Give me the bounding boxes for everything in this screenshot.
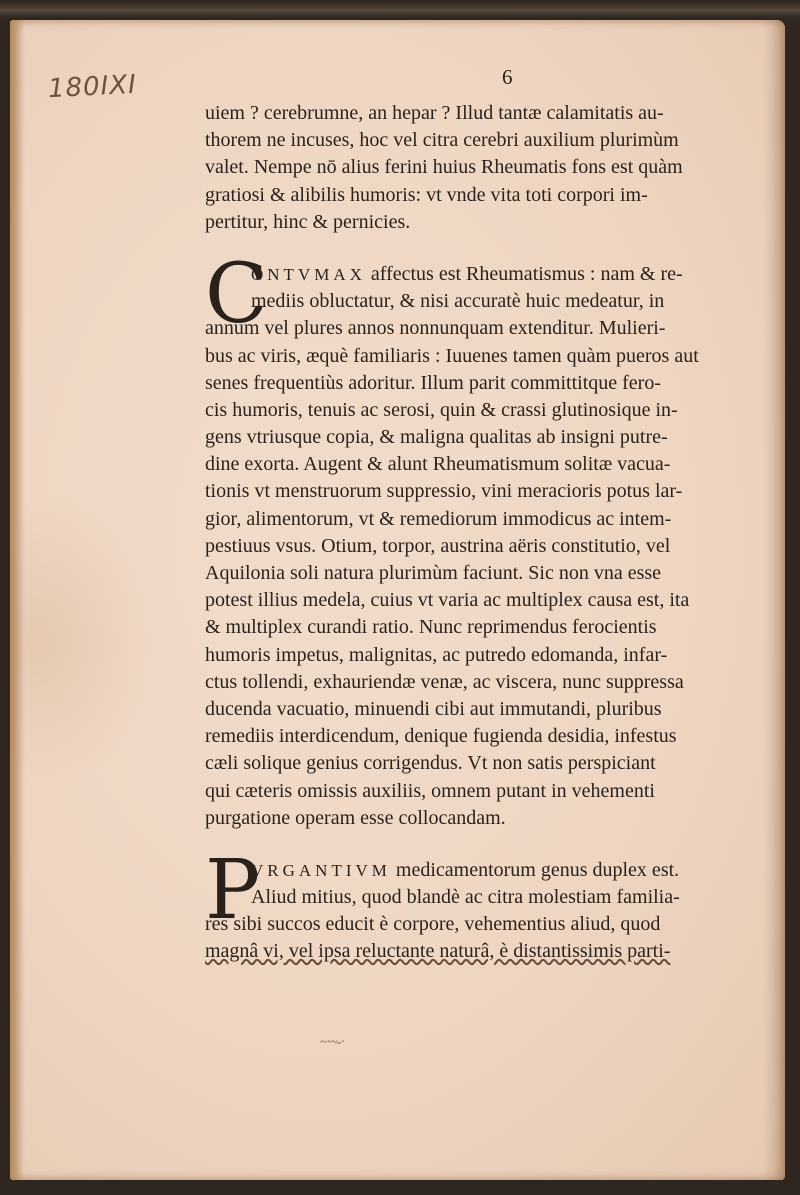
text-line: remediis interdicendum, denique fugienda desidia, infestus <box>205 725 677 748</box>
paragraph-1 <box>205 100 785 236</box>
text-line: gratiosi & alibilis humoris: vt vnde vita toti corpori im- <box>205 183 648 206</box>
text-line: pestiuus vsus. Otium, torpor, austrina aëris constitutio, vel <box>205 534 671 557</box>
page-number: 6 <box>502 65 513 89</box>
text-line: tionis vt menstruorum suppressio, vini meracioris potus lar- <box>205 480 683 503</box>
text-line: uiem ? cerebrumne, an hepar ? Illud tantæ calamitatis au- <box>205 102 664 124</box>
text-line: thorem ne incuses, hoc vel citra cerebri auxilium plurimùm <box>205 129 679 152</box>
text-line: valet. Nempe nō alius ferini huius Rheumatis fons est quàm <box>205 156 683 179</box>
text-line: & multiplex curandi ratio. Nunc reprimendus ferocientis <box>205 616 657 639</box>
text-line: ducenda vacuatio, minuendi cibi aut immutandi, pluribus <box>205 697 662 720</box>
paragraph-2 <box>205 246 785 832</box>
text-line: cis humoris, tenuis ac serosi, quin & crassi glutinosique in- <box>205 398 678 421</box>
drop-capital: P <box>205 842 261 938</box>
ink-flourish: ~·~-· <box>320 1035 345 1050</box>
text-line: res sibi succos educit è corpore, vehementius aliud, quod <box>205 913 661 936</box>
text-line: bus ac viris, æquè familiaris : Iuuenes tamen quàm pueros aut <box>205 344 699 367</box>
text-line: gens vtriusque copia, & maligna qualitas ab insigni putre- <box>205 426 668 449</box>
text-line: ctus tollendi, exhauriendæ venæ, ac viscera, nunc suppressa <box>205 670 684 693</box>
text-line: gior, alimentorum, vt & remediorum immodicus ac intem- <box>205 507 672 530</box>
book-page <box>10 20 785 1180</box>
text-line: humoris impetus, malignitas, ac putredo edomanda, infar- <box>205 643 668 666</box>
line-text: medicamentorum genus duplex est. <box>395 858 680 881</box>
handwritten-shelfmark: 180IXI <box>47 69 138 105</box>
small-caps-word: ONTVMAX <box>251 264 366 284</box>
small-caps-word: VRGANTIVM <box>251 860 391 880</box>
text-line: potest illius medela, cuius vt varia ac multiplex causa est, ita <box>205 589 690 612</box>
drop-capital: C <box>205 246 268 342</box>
text-line: pertitur, hinc & pernicies. <box>205 210 411 233</box>
text-line: dine exorta. Augent & alunt Rheumatismum solitæ vacua- <box>205 453 671 476</box>
text-line <box>205 261 785 288</box>
text-body <box>205 100 785 991</box>
text-line: cæli solique genius corrigendus. Vt non satis perspiciant <box>205 752 656 775</box>
text-line: purgatione operam esse collocandam. <box>205 806 506 829</box>
text-line: annum vel plures annos nonnunquam extenditur. Mulieri- <box>205 317 666 340</box>
text-line: mediis obluctatur, & nisi accuratè huic medeatur, in <box>251 290 665 313</box>
page-gutter-edge <box>10 20 24 1180</box>
text-line <box>205 857 785 884</box>
text-line: magnâ vi, vel ipsa reluctante naturâ, è distantissimis parti- <box>205 940 671 963</box>
line-text: affectus est Rheumatismus : nam & re- <box>370 262 683 285</box>
text-line: senes frequentiùs adoritur. Illum parit committitque fero- <box>205 371 661 394</box>
text-line: Aliud mitius, quod blandè ac citra molestiam familia- <box>251 886 680 909</box>
text-line: Aquilonia soli natura plurimùm faciunt. Sic non vna esse <box>205 562 662 584</box>
paragraph-3 <box>205 842 785 966</box>
water-stain <box>10 490 160 790</box>
text-line: qui cæteris omissis auxiliis, omnem putant in vehementi <box>205 779 655 802</box>
